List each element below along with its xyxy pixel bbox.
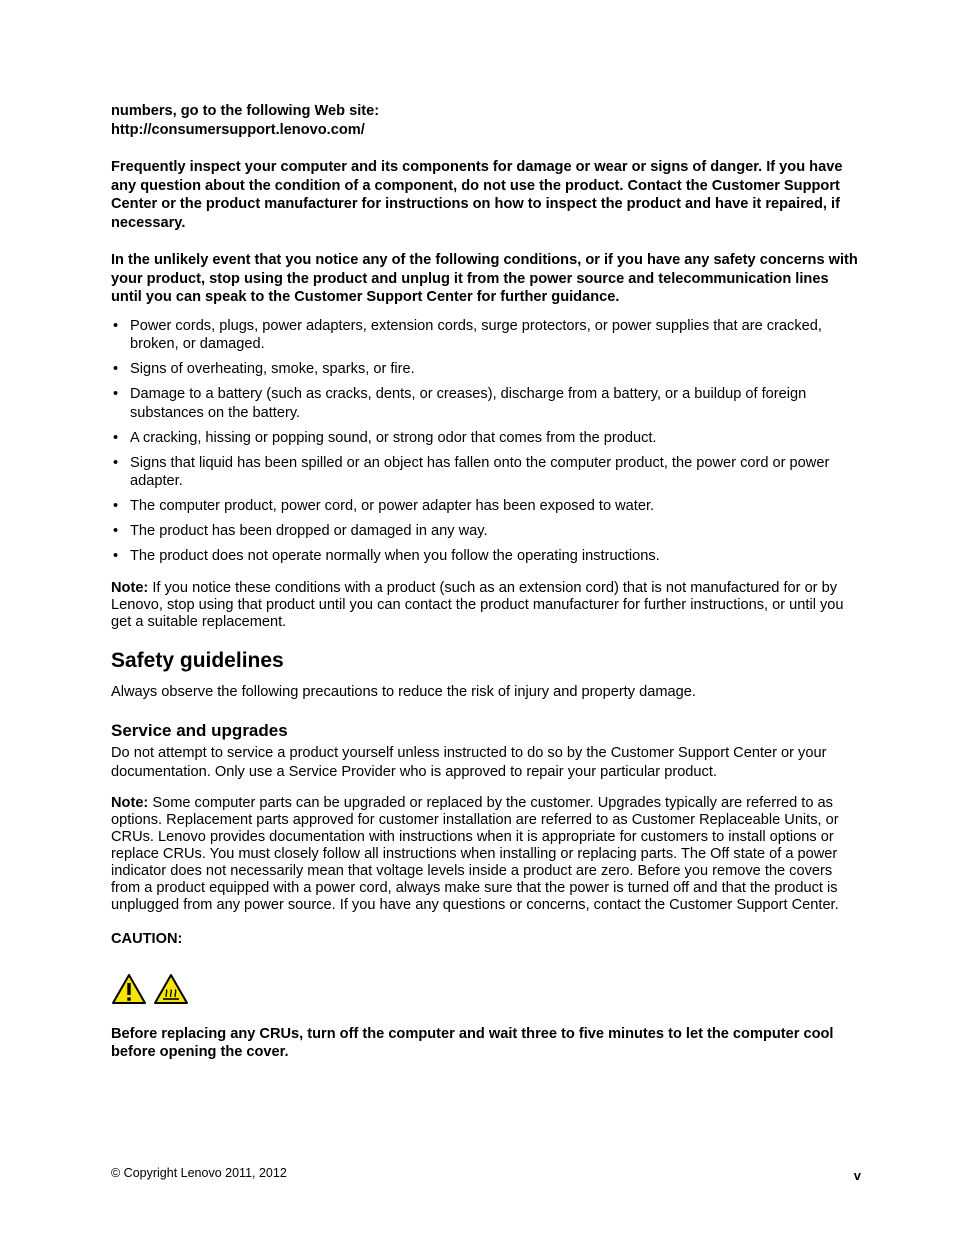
safety-intro-text: Always observe the following precautions to reduce the risk of injury and property damage.	[111, 684, 696, 700]
note-text: If you notice these conditions with a product (such as an extension cord) that is not manufactured for or by Lenovo, stop using that product until you can contact the product manufacturer for further instructions, or until you get a suitable replacement.	[111, 580, 844, 630]
page-number: v	[853, 1168, 861, 1183]
note-label: Note:	[111, 580, 149, 596]
bullet-icon: •	[113, 548, 119, 564]
warning-exclamation-icon	[111, 973, 147, 1005]
list-item: • The computer product, power cord, or power adapter has been exposed to water.	[113, 498, 655, 514]
list-item: • Signs of overheating, smoke, sparks, or fire.	[113, 361, 415, 377]
caution-icons	[111, 973, 863, 1007]
note-third-party	[111, 580, 863, 631]
list-item: • A cracking, hissing or popping sound, or strong odor that comes from the product.	[113, 429, 657, 446]
note-upgrades	[111, 795, 863, 914]
note-text: Some computer parts can be upgraded or replaced by the customer. Upgrades typically are referred to as options. Replacement parts approved for customer installation are referred to as Customer Replaceable Units, or CRUs. Lenovo provides documentation with instructions when it is appropriate for customers to install options or replace CRUs. You must closely follow all instructions when installing or replacing parts. The Off state of a power indicator does not necessarily mean that voltage levels inside a product are zero. Before you remove the covers from a product equipped with a power cord, always make sure that the power is turned off and that the product is unplugged from any power source. If you have any questions or concerns, contact the Customer Support Center.	[111, 795, 839, 913]
list-item: • The product has been dropped or damaged in any way.	[113, 523, 488, 539]
caution-label: CAUTION:	[111, 931, 183, 947]
intro-line-1: numbers, go to the following Web site:	[111, 103, 380, 119]
danger-conditions-list	[111, 317, 863, 566]
bullet-icon: •	[113, 317, 119, 334]
footer-copyright: © Copyright Lenovo 2011, 2012	[111, 1166, 287, 1180]
unlikely-event-paragraph: In the unlikely event that you notice any of the following conditions, or if you have any safety concerns with your product, stop using the product and unplug it from the power source and telecommunication lines until you can speak to the Customer Support Center for further guidance.	[111, 252, 858, 305]
bullet-icon: •	[113, 454, 119, 471]
caution-text: Before replacing any CRUs, turn off the computer and wait three to five minutes to let the computer cool before opening the cover.	[111, 1025, 834, 1060]
inspect-paragraph: Frequently inspect your computer and its components for damage or wear or signs of danger. If you have any question about the condition of a component, do not use the product. Contact the Customer Support Center or the product manufacturer for instructions on how to inspect the product and have it repaired, if necessary.	[111, 159, 843, 231]
list-item: • The product does not operate normally when you follow the operating instructions.	[113, 548, 660, 564]
bullet-icon: •	[113, 429, 119, 446]
service-text: Do not attempt to service a product yourself unless instructed to do so by the Customer Support Center or your documentation. Only use a Service Provider who is approved to repair your particular product.	[111, 745, 827, 780]
bullet-icon: •	[113, 498, 119, 514]
bullet-icon: •	[113, 523, 119, 539]
list-item: • Damage to a battery (such as cracks, dents, or creases), discharge from a battery, or a buildup of foreign substances on the battery.	[113, 386, 807, 421]
bullet-icon: •	[113, 361, 119, 377]
support-url[interactable]: http://consumersupport.lenovo.com/	[111, 121, 365, 138]
note-label: Note:	[111, 795, 149, 811]
subsection-heading-service-upgrades: Service and upgrades	[111, 721, 288, 740]
list-item: • Power cords, plugs, power adapters, extension cords, surge protectors, or power supplies that are cracked, broken, or damaged.	[113, 317, 822, 352]
hot-surface-icon	[153, 973, 189, 1005]
section-heading-safety-guidelines: Safety guidelines	[111, 649, 284, 672]
page-content	[111, 102, 863, 1062]
bullet-icon: •	[113, 386, 119, 402]
list-item: • Signs that liquid has been spilled or an object has fallen onto the computer product, the power cord or power adapter.	[113, 454, 830, 489]
